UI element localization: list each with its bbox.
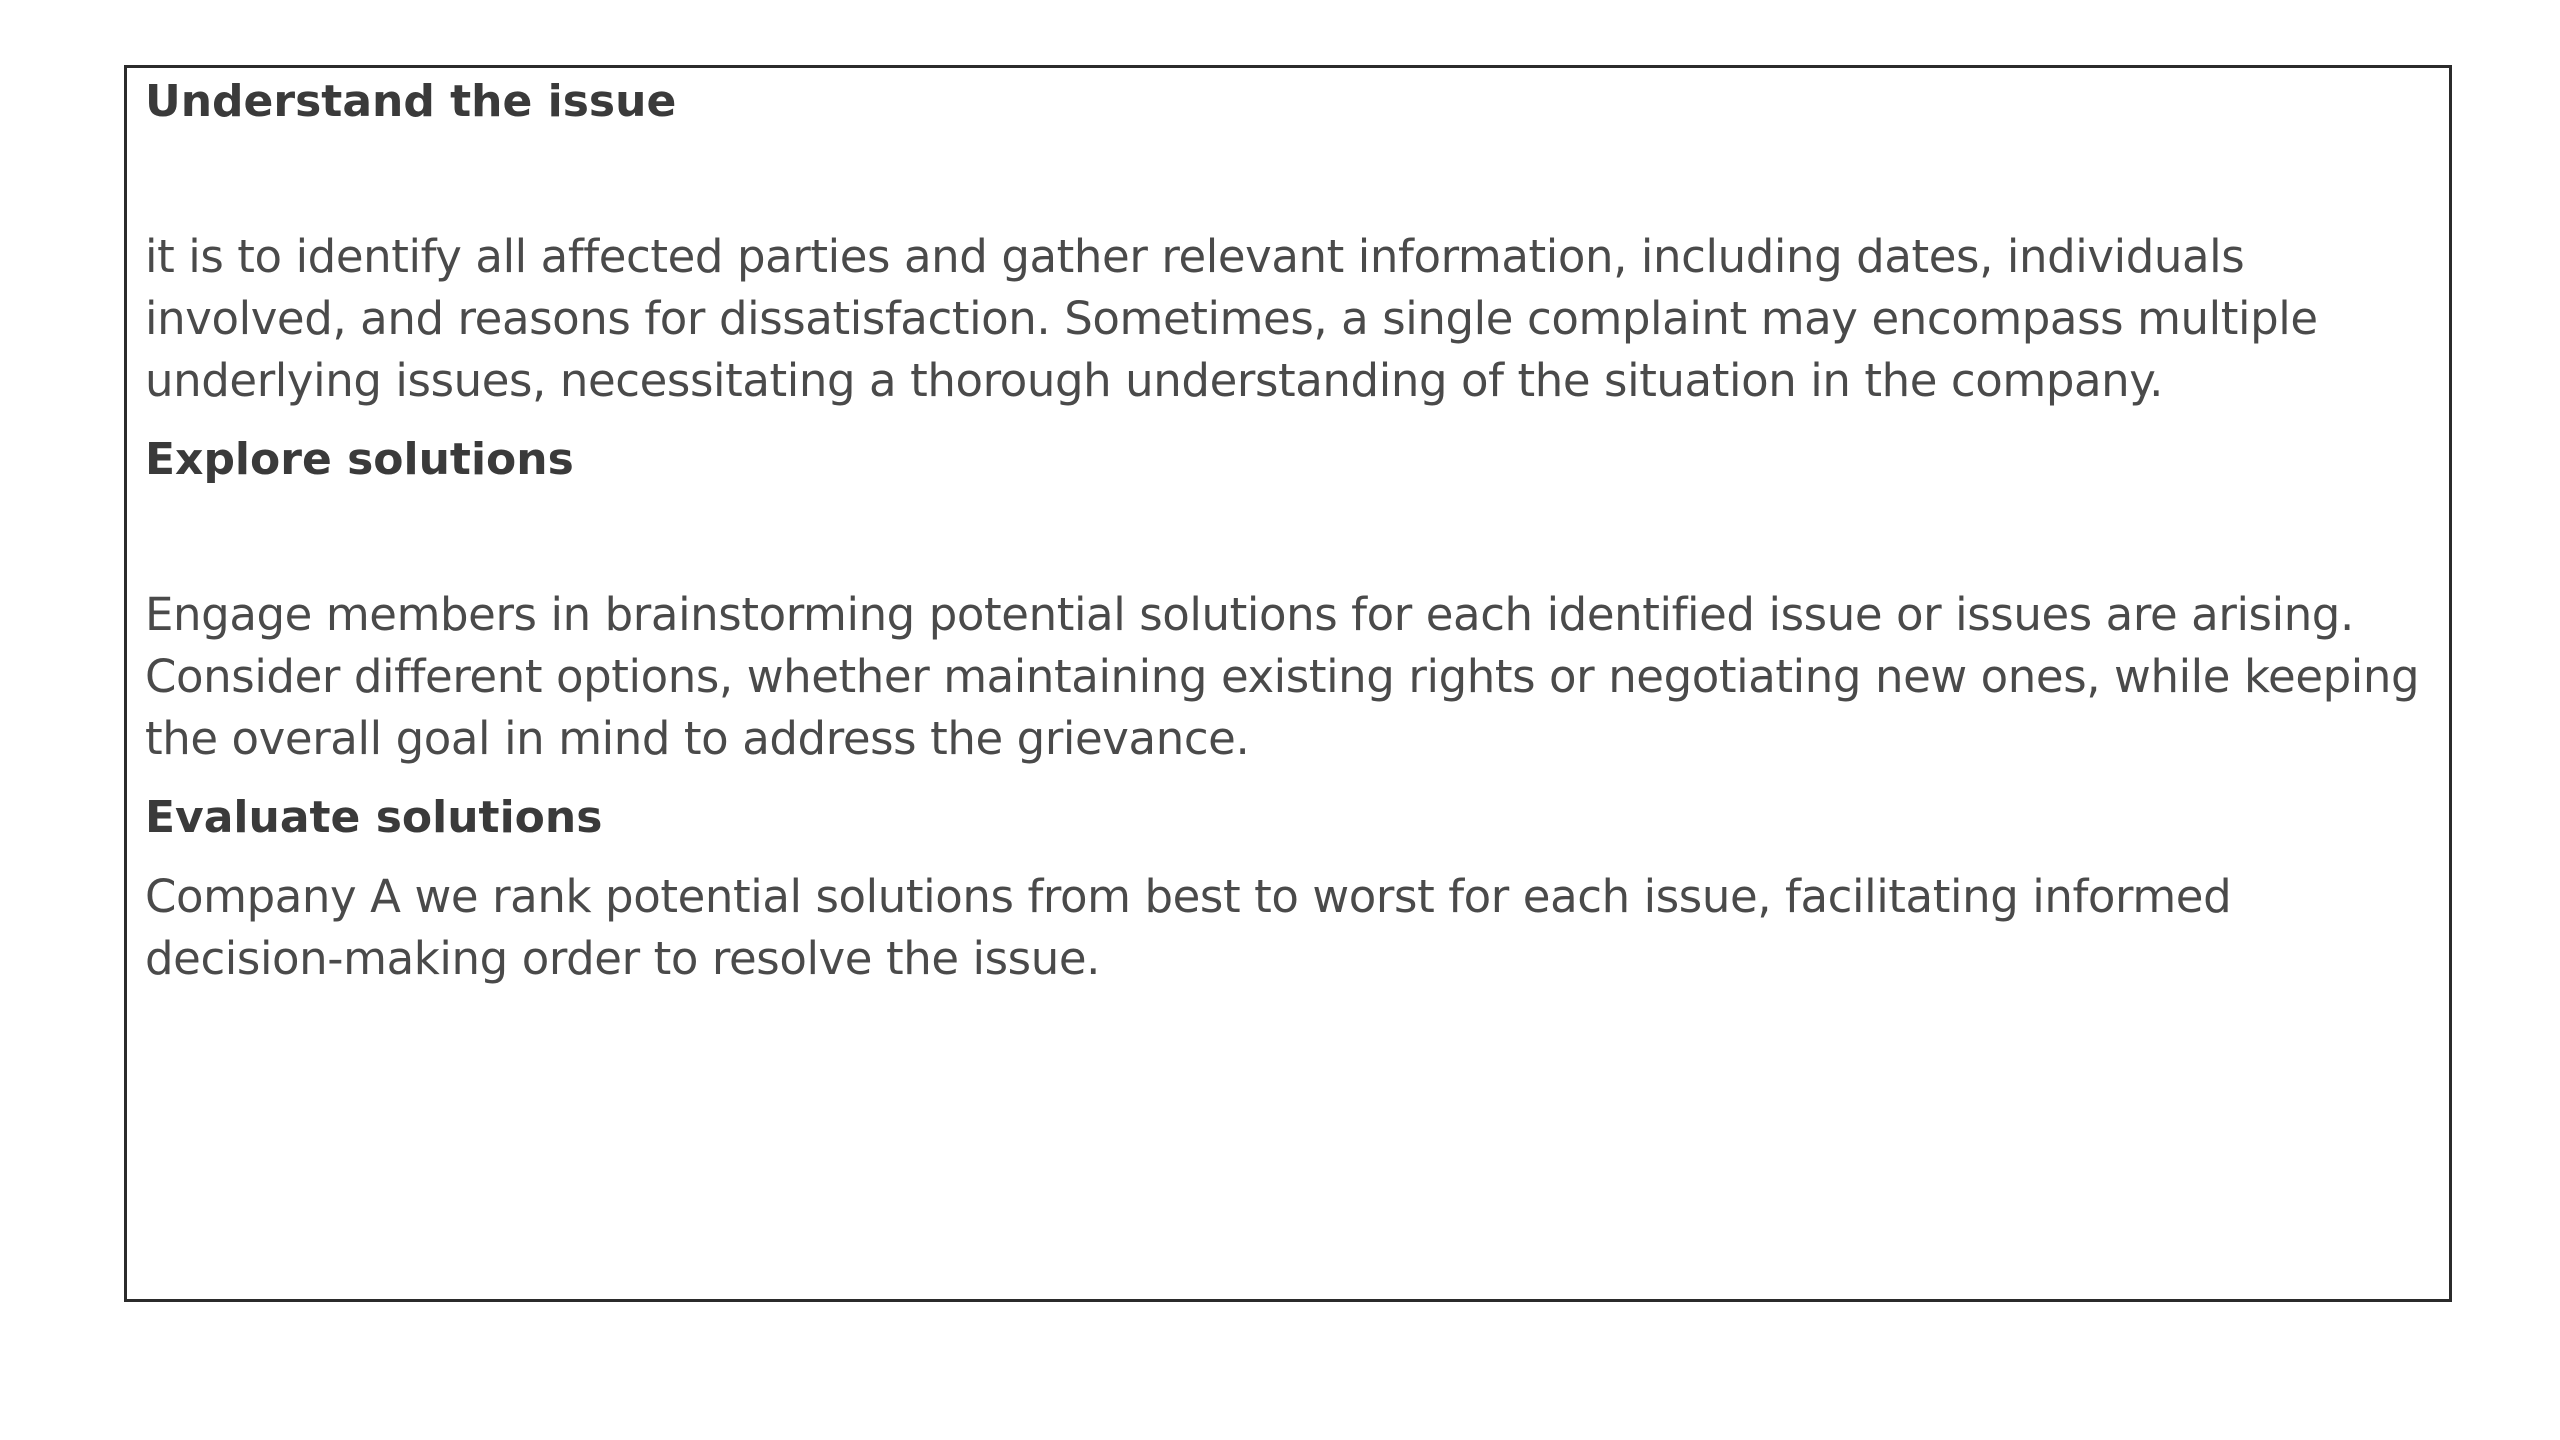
section-heading-evaluate: Evaluate solutions [145,791,603,843]
section-body-understand: it is to identify all affected parties and gather relevant information, including dates, individuals involved, and reasons for dissatisfaction. Sometimes, a single complaint may encompass multiple underlying issues, necessitating a thorough understanding of the situation in the company. [145,229,2318,407]
text-box [124,65,2452,1302]
section-heading-explore: Explore solutions [145,433,574,485]
section-body-evaluate: Company A we rank potential solutions from best to worst for each issue, facilitating informed decision-making order to resolve the issue. [145,870,2232,986]
section-body-explore: Engage members in brainstorming potential solutions for each identified issue or issues are arising. Consider different options, whether maintaining existing rights or negotiating new ones, while keeping the overall goal in mind to address the grievance. [145,587,2420,765]
section-heading-understand: Understand the issue [145,76,677,127]
